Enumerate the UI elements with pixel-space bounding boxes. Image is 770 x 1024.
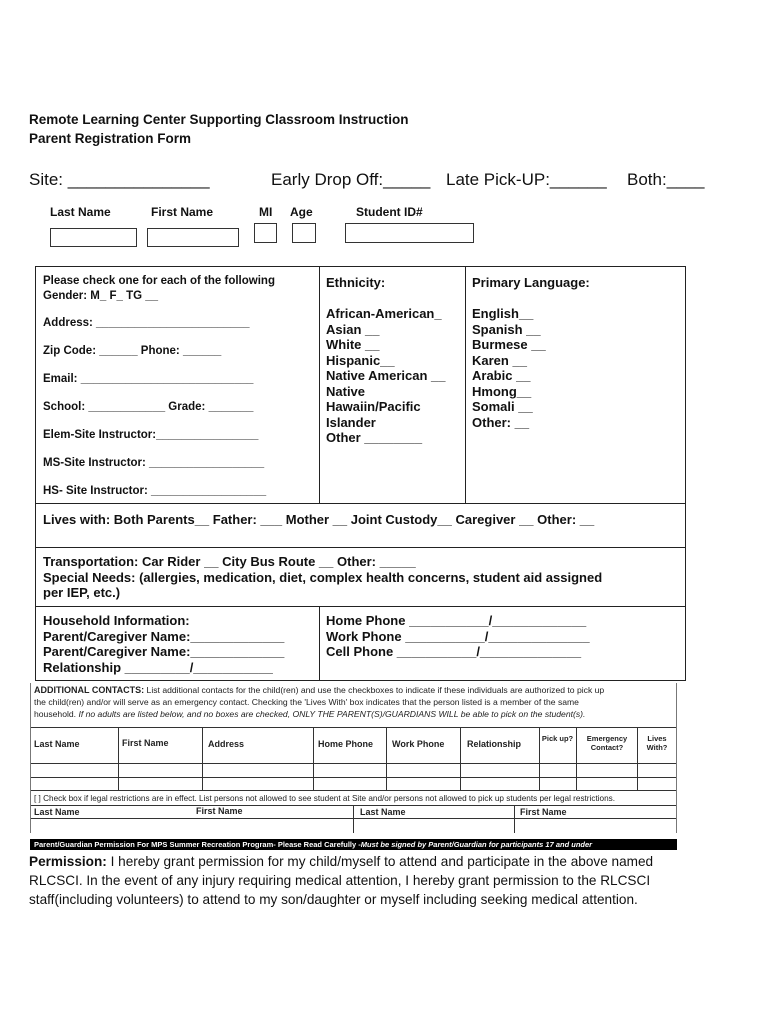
- permission-label: Permission:: [29, 854, 107, 869]
- language-option[interactable]: Burmese __: [472, 337, 546, 352]
- col-lives-with: Lives With?: [646, 734, 668, 752]
- personal-info-cell: [35, 266, 320, 504]
- permission-line-2: RLCSCI. In the event of any injury requiring medical attention, I hereby grant permission to the RLCSCI: [29, 873, 651, 888]
- permission-banner: [30, 839, 677, 850]
- ethnicity-heading: Ethnicity:: [326, 275, 386, 290]
- phones-cell: [319, 606, 686, 681]
- col-emergency-contact: Emergency Contact?: [586, 734, 628, 752]
- banner-italic: Must be signed by Parent/Guardian for participants 17 and under: [360, 840, 593, 849]
- ethnicity-option[interactable]: African-American_: [326, 306, 442, 321]
- language-option[interactable]: English__: [472, 306, 534, 321]
- cell-phone-field[interactable]: Cell Phone ___________/______________: [326, 644, 582, 659]
- lives-with-field[interactable]: Lives with: Both Parents__ Father: ___ Mother __ Joint Custody__ Caregiver __ Other: __: [43, 512, 595, 527]
- ethnicity-option[interactable]: Other ________: [326, 430, 423, 445]
- email-field[interactable]: Email: ___________________________: [43, 373, 254, 385]
- age-label: Age: [290, 205, 313, 219]
- work-phone-field[interactable]: Work Phone ___________/______________: [326, 628, 590, 644]
- language-option[interactable]: Hmong__: [472, 383, 532, 399]
- additional-contacts-text: [34, 684, 604, 720]
- col-work-phone: Work Phone: [392, 739, 445, 749]
- ms-instructor-field[interactable]: MS-Site Instructor: __________________: [43, 457, 265, 469]
- last-name-label: Last Name: [50, 205, 111, 219]
- address-field[interactable]: Address: ________________________: [43, 317, 250, 329]
- col-home-phone: Home Phone: [318, 739, 374, 749]
- language-option[interactable]: Other: __: [472, 414, 530, 430]
- home-phone-field[interactable]: Home Phone ___________/_____________: [326, 613, 587, 628]
- hs-instructor-field[interactable]: HS- Site Instructor: __________________: [43, 485, 267, 497]
- legal-col-first-name: First Name: [196, 806, 243, 816]
- legal-restrictions-checkbox[interactable]: [ ] Check box if legal restrictions are in effect. List persons not allowed to see student at Site and/or persons not allowed to pick up students per legal restrictions.: [34, 794, 616, 803]
- gender-field[interactable]: Gender: M_ F_ TG __: [43, 290, 159, 302]
- transportation-field[interactable]: Transportation: Car Rider __ City Bus Route __ Other: _____: [43, 554, 416, 569]
- legal-col-last-name-2: Last Name: [360, 807, 406, 817]
- student-id-label: Student ID#: [356, 205, 423, 219]
- ethnicity-option[interactable]: Hawaiin/Pacific: [326, 399, 421, 414]
- age-input[interactable]: [292, 223, 316, 243]
- additional-text-1: List additional contacts for the child(ren) and use the checkboxes to indicate if these individuals are authorized to pick up: [144, 685, 605, 695]
- mi-input[interactable]: [254, 223, 277, 243]
- language-cell: [465, 266, 686, 504]
- late-pickup-field[interactable]: Late Pick-UP:______: [446, 170, 607, 189]
- transportation-cell: [35, 547, 686, 607]
- language-heading: Primary Language:: [472, 275, 590, 290]
- both-field[interactable]: Both:____: [627, 170, 705, 189]
- school-grade-field[interactable]: School: ____________ Grade: _______: [43, 401, 254, 413]
- zip-phone-field[interactable]: Zip Code: ______ Phone: ______: [43, 345, 222, 357]
- language-option[interactable]: Karen __: [472, 352, 527, 368]
- form-subtitle: Parent Registration Form: [29, 131, 192, 146]
- elem-instructor-field[interactable]: Elem-Site Instructor:________________: [43, 429, 259, 441]
- language-option[interactable]: Arabic __: [472, 368, 531, 383]
- early-drop-off-field[interactable]: Early Drop Off:_____: [271, 170, 431, 189]
- household-cell: [35, 606, 320, 681]
- legal-col-last-name: Last Name: [34, 807, 80, 817]
- language-option[interactable]: Somali __: [472, 399, 533, 414]
- ethnicity-option[interactable]: Hispanic__: [326, 352, 395, 368]
- ethnicity-option[interactable]: Native: [326, 383, 366, 399]
- col-relationship: Relationship: [467, 739, 522, 749]
- parent-name-field[interactable]: Parent/Caregiver Name:_____________: [43, 644, 285, 659]
- permission-line-1: I hereby grant permission for my child/myself to attend and participate in the above named: [106, 854, 654, 869]
- col-last-name: Last Name: [34, 739, 80, 749]
- household-heading: Household Information:: [43, 613, 190, 628]
- additional-text-italic: If no adults are listed below, and no boxes are checked, ONLY THE PARENT(S)/GUARDIANS WILL be able to pick on the student(s).: [76, 709, 586, 719]
- last-name-input[interactable]: [50, 228, 137, 247]
- student-id-input[interactable]: [345, 223, 474, 243]
- ethnicity-option[interactable]: White __: [326, 337, 380, 352]
- col-address: Address: [208, 739, 245, 749]
- ethnicity-option[interactable]: Asian __: [326, 321, 380, 337]
- legal-col-first-name-2: First Name: [520, 807, 567, 817]
- first-name-input[interactable]: [147, 228, 239, 247]
- col-pick-up: Pick up?: [541, 734, 574, 743]
- instructions-text: Please check one for each of the following: [43, 275, 275, 287]
- special-needs-continued: per IEP, etc.): [43, 585, 121, 600]
- ethnicity-option[interactable]: Native American __: [326, 368, 446, 383]
- banner-text: Parent/Guardian Permission For MPS Summer Recreation Program- Please Read Carefully -: [34, 840, 361, 849]
- additional-text-3: household.: [34, 709, 77, 719]
- ethnicity-cell: [319, 266, 466, 504]
- mi-label: MI: [259, 205, 273, 219]
- permission-line-3: staff(including volunteers) to attend to my son/daughter or myself including seeking medical attention.: [29, 892, 638, 907]
- relationship-field[interactable]: Relationship _________/___________: [43, 659, 273, 675]
- additional-contacts-label: ADDITIONAL CONTACTS:: [34, 685, 145, 695]
- col-first-name: First Name: [122, 738, 169, 748]
- additional-text-2: the child(ren) and/or will serve as an emergency contact. Checking the 'Lives With' box indicates that the person listed is a member of the same: [34, 697, 579, 707]
- first-name-label: First Name: [151, 205, 214, 219]
- form-title: Remote Learning Center Supporting Classroom Instruction: [29, 112, 409, 127]
- parent-name-field[interactable]: Parent/Caregiver Name:_____________: [43, 628, 285, 644]
- permission-paragraph: [29, 852, 653, 909]
- language-option[interactable]: Spanish __: [472, 321, 541, 337]
- ethnicity-option[interactable]: Islander: [326, 414, 376, 430]
- site-field[interactable]: Site: _______________: [29, 170, 210, 189]
- special-needs-field[interactable]: Special Needs: (allergies, medication, diet, complex health concerns, student aid assigned: [43, 569, 603, 585]
- lives-with-cell: [35, 503, 686, 548]
